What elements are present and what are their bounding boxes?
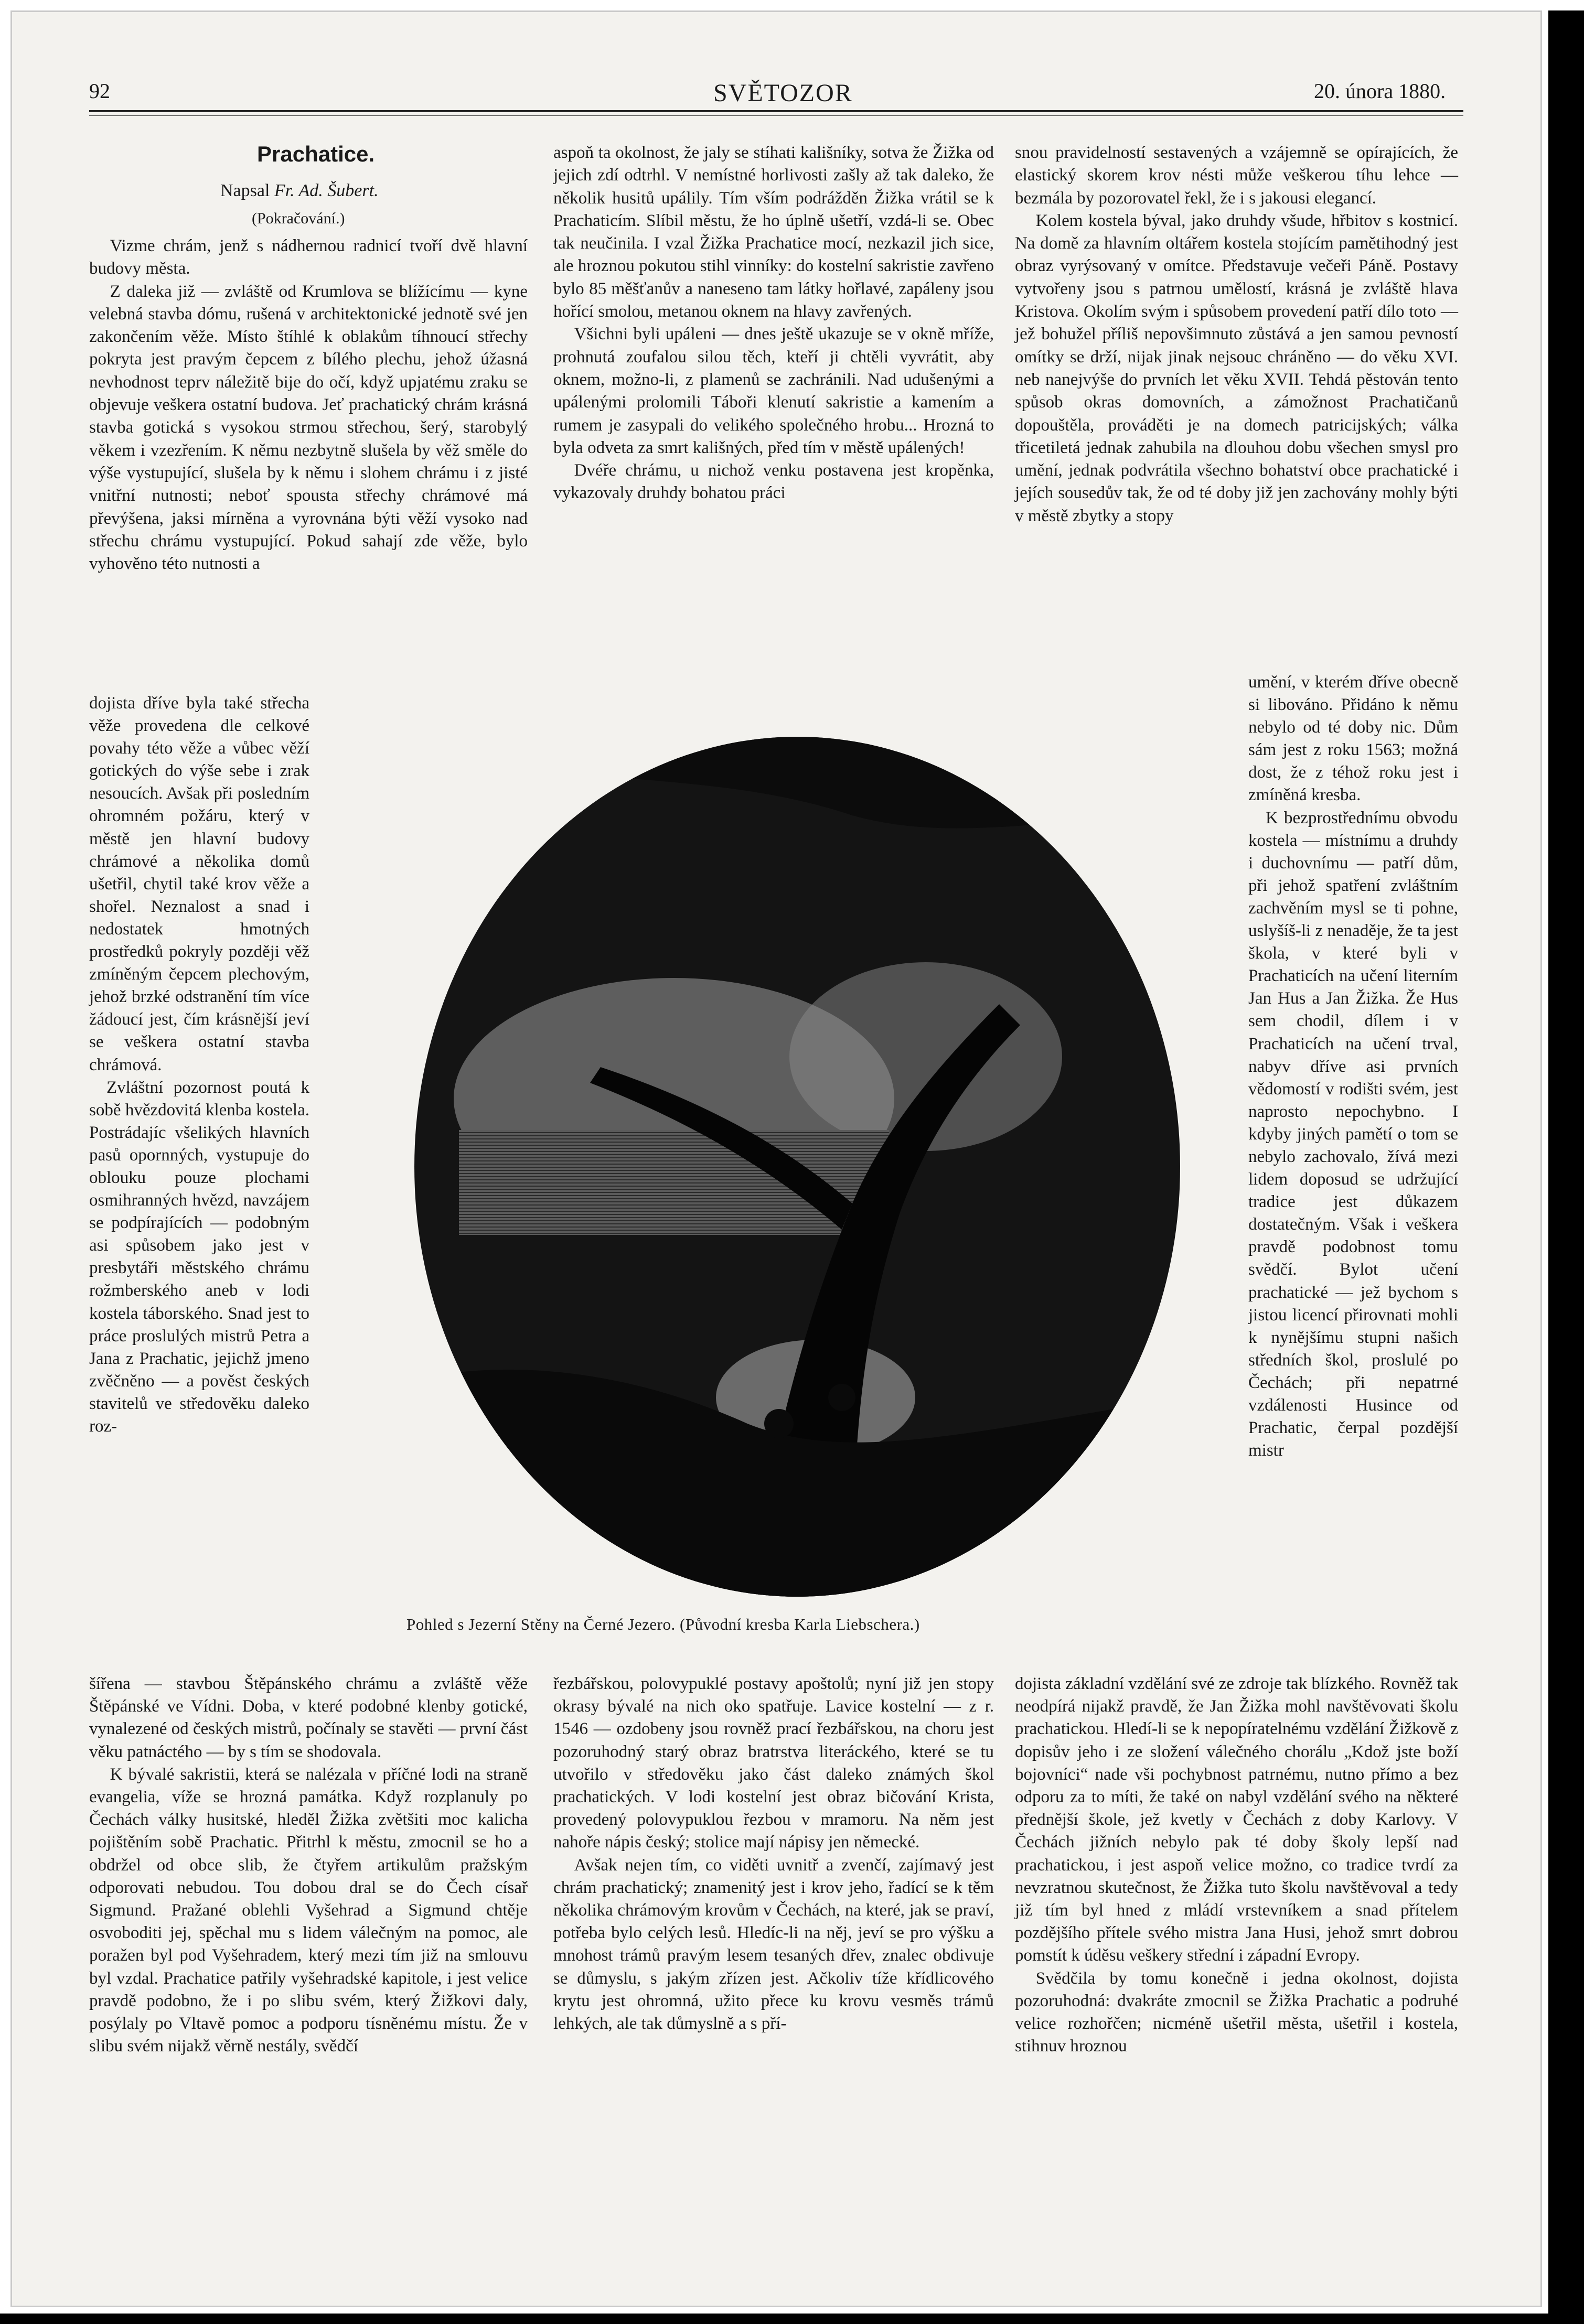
lake-forest-illustration xyxy=(380,731,1214,1628)
column-middle-bottom xyxy=(553,1673,994,2291)
paragraph: řezbářskou, polovypuklé postavy apoštolů; nyní již jen stopy okrasy bývalé na nich oko spatřuje. Lavice kostelní — z r. 1546 — ozdobeny jsou rovněž prací řezbářskou, na choru jest pozoruhodný starý obraz bratrstva literáckého, které se tu utvořilo v středověku jako část daleko známých škol prachatických. V lodi kostelní jest obraz bičování Krista, provedený polovypuklou řezbou v mramoru. Na něm jest nahoře nápis český; stolice mají nápisy jen německé. xyxy=(553,1674,994,1852)
author-name: Fr. Ad. Šubert. xyxy=(274,181,379,200)
paragraph: Zvláštní pozornost poutá k sobě hvězdovitá klenba kostela. Postrádajíc všelikých hlavních pasů opornných, vystupuje do oblouku pouze plochami osmihranných hvězd, navzájem se podpírajících — podobným asi spůsobem jako jest v presbytáři městského chrámu rožmberského aneb v lodi kostela táborského. Snad jest to práce proslulých mistrů Petra a Jana z Prachatic, jejichž jmeno zvěčněno — a pověst českých stavitelů ve středověku daleko roz- xyxy=(89,1078,309,1436)
paragraph: K bezprostřednímu obvodu kostela — místnímu a druhdy i duchovnímu — patří dům, při jehož spatření zvláštním zachvěním mysl se ti pohne, uslyšíš-li z nenaděje, že ta jest škola, v které byli v Prachaticích na učení literním Jan Hus a Jan Žižka. Že Hus sem chodil, dílem i v Prachaticích na učení trval, nabyv dříve asi prvních vědomostí v rodišti svém, jest naprosto nepochybno. I kdyby jiných pamětí o tom se nebylo zachovalo, žívá mezi lidem doposud se udržující tradice jest důkazem dostatečným. Však i veškera pravdě podobnost tomu svědčí. Bylot učení prachatické — jež bychom s jistou licencí přirovnati mohli k nynějšímu stupni našich středních škol, proslulé po Čechách; při nepatrné vzdálenosti Husince od Prachatic, čerpal pozdější mistr xyxy=(1248,808,1458,1460)
column-middle-top xyxy=(553,142,994,666)
issue-date: 20. února 1880. xyxy=(1314,79,1446,103)
scan-border-bottom xyxy=(0,2314,1584,2324)
paragraph: Kolem kostela býval, jako druhdy všude, hřbitov s kostnicí. Na domě za hlavním oltářem kostela stojícím pamětihodný jest obraz vyrýsovaný v omítce. Představuje večeři Páně. Postavy vytvořeny jsou s patrnou umělostí, krásná je zvláště hlava Kristova. Okolím svým i spůsobem provedení patří dílo toto — jež bohužel příliš nepovšimnuto zůstává a jen samou pevností omítky se drží, nijak jinak nejsouc chráněno — do věku XVI. neb nanejvýše do prvních let věku XVII. Tehdá pěstován tento spůsob okras domovních, a zámožnost Prachatičanů dopouštěla, prováděti je na domech patricijských; válka třicetiletá jednak zahubila na dlouhou dobu všechen smysl pro umění, jednak podvrátila všechno bohatství obce prachatické i jejích sousedův tak, že od té doby již jen zachovány mohly býti v městě zbytky a stopy xyxy=(1015,211,1458,525)
paragraph: dojista základní vzdělání své ze zdroje tak blízkého. Rovněž tak neodpírá nijakž pravdě, že Jan Žižka mohl navštěvovati školu prachatickou. Hledí-li se k nepopíratelnému vzdělání Žižkově z dopisův jeho i ze složení válečného chorálu „Kdož jste boží bojovníci“ nade vši pochybnost patrnému, nutno přímo a bez odporu za to míti, že také on nabyl vzdělání svého na některé přednější škole, jež kvetly v Čechách z doby Karlovy. V Čechách jižních nebylo pak té doby školy lepší nad prachatickou, i jest aspoň velice možno, co tradice tvrdí za nevzratnou skutečnost, že Žižka tuto školu navštěvoval a tedy již tím byl hned z mládí vrstevníkem a snad přítelem pozdějšího přítele svého mistra Jana Husi, jehož smrt dobrou pomstít k úděsu veškery střední i západní Evropy. xyxy=(1015,1674,1458,1965)
paragraph: šířena — stavbou Štěpánského chrámu a zvláště věže Štěpánské ve Vídni. Doba, v které podobné klenby gotické, vynalezené od českých mistrů, počínaly se stavěti — první část věku patnáctého — by s tím se shodovala. xyxy=(89,1674,528,1761)
masthead-title: SVĚTOZOR xyxy=(713,79,853,107)
paragraph: Z daleka již — zvláště od Krumlova se blížícímu — kyne velebná stavba dómu, rušená v architektonické jednotě své jen zakončením věže. Místo štíhlé k oblakům tíhnoucí střechy pokryta jest pravým čepcem z bílého plechu, jehož úžasná nevhodnost teprv náležitě bije do očí, když upjatému zraku se objevuje veškera ostatní budova. Jeť prachatický chrám krásná stavba gotická s vysokou strmou střechou, šerý, starobylý věkem i vzezřením. K němu nezbytně slušela by věž směle do výše vystupující, slušela by k němu i slohem chrámu i z jisté vnitřní nutnosti; neboť spousta střechy chrámové má převýšena, jaksi mírněna a vyrovnána býti věží vysoko nad střechu chrámu vystupující. Pokud sahají zde věže, bylo vyhověno této nutnosti a xyxy=(89,282,528,574)
column-left-bottom xyxy=(89,1673,528,2291)
header-rule xyxy=(89,110,1463,112)
paragraph: Všichni byli upáleni — dnes ještě ukazuje se v okně mříže, prohnutá zoufalou silou těch, kteří ji chtěli vyvrátit, aby oknem, možno-li, z plamenů se zachránili. Nad udušenými a upálenými prolomili Táboři klenutí sakristie a kamením a rumem je zasypali do velikého společného hrobu... Hrozná to byla odveta za smrt kališných, před tím v městě upálených! xyxy=(553,325,994,457)
paragraph: Vizme chrám, jenž s nádhernou radnicí tvoří dvě hlavní budovy města. xyxy=(89,236,528,278)
byline-prefix: Napsal xyxy=(220,181,270,200)
paragraph: K bývalé sakristii, která se nalézala v příčné lodi na straně evangelia, víže se hrozná památka. Když rozplanuly po Čechách války husitské, hleděl Žižka zvětšiti moc kalicha pojištěním sobě Prachatic. Přitrhl k městu, zmocnil se ho a obdržel od obce slib, že čtyřem artikulům pražským odporovati nebudou. Tou dobou dral se do Čech císař Sigmund. Pražané oblehli Vyšehrad a Sigmund chtěje osvoboditi jej, spěchal mu s lidem válečným na pomoc, ale poražen byl pod Vyšehradem, který mezi tím již na smlouvu byl vzdal. Prachatice patřily vyšehradské kapitole, i jest velice pravdě podobno, že i po slibu svém, který Žižkovi daly, posýlaly po Vltavě pomoc a podporu tísněnému místu. Že v slibu svém nijakž věrně nestály, svědčí xyxy=(89,1764,528,2056)
column-right-bottom xyxy=(1015,1673,1458,2291)
column-left-wrap xyxy=(89,692,309,1667)
paragraph: umění, v kterém dříve obecně si libováno. Přidáno k němu nebylo od té doby nic. Dům sám jest z roku 1563; možná dost, že z téhož roku jest i zmíněná kresba. xyxy=(1248,673,1458,805)
illustration-caption: Pohled s Jezerní Stěny na Černé Jezero. (Původní kresba Karla Liebschera.) xyxy=(406,1615,920,1633)
paragraph: Avšak nejen tím, co viděti uvnitř a zvenčí, zajímavý jest chrám prachatický; znamenitý jest i krov jeho, řadící se k těm několika chrámovým krovům v Čechách, na které, jak se praví, potřeba bylo celých lesů. Hledíc-li na něj, jeví se pro výšku a mnohost trámů pravým lesem tesaných dřev, znalec obdivuje se důmyslu, s jakým zřízen jest. Ačkoliv tíže křídlicového krytu jest ohromná, užito přece ku krovu vesměs trámů lehkých, ale tak důmyslně a s pří- xyxy=(553,1855,994,2034)
paragraph: aspoň ta okolnost, že jaly se stíhati kališníky, sotva že Žižka od jejich zdí odtrhl. V nemístné horlivosti zašly až tak daleko, že několik husitů upálily. Tím vším podrážděn Žižka vrátil se k Prachaticím. Slíbil městu, že ho úplně ušetří, vzdá-li se. Obec tak neučinila. I vzal Žižka Prachatice mocí, nezkazil jich sice, ale hroznou pokutou stihl vinníky: do kostelní sakristie zavřeno bylo 85 měšťanův a naneseno tam látky hořlavé, zapáleny jsou hořící smolou, metanou oknem na hlavy zavřených. xyxy=(553,143,994,321)
scan-border xyxy=(1548,10,1584,2324)
article-title: Prachatice. xyxy=(257,142,375,166)
continued-note: (Pokračování.) xyxy=(252,210,345,227)
article-byline xyxy=(220,181,379,201)
paragraph: Dvéře chrámu, u nichož venku postavena jest kropěnka, vykazovaly druhdy bohatou práci xyxy=(553,461,994,503)
column-right-top xyxy=(1015,142,1458,666)
page-number: 92 xyxy=(89,79,110,103)
paragraph: dojista dříve byla také střecha věže provedena dle celkové povahy této věže a vůbec věží gotických do výše sebe i zrak nesoucích. Avšak při posledním ohromném požáru, který v městě jen hlavní budovy chrámové a několika domů ušetřil, chytil také krov věže a shořel. Neznalost a snad i nedostatek hmotných prostředků pokryly později věž zmíněným čepcem plechovým, jehož brzké odstranění tím více žádoucí jest, čím krásnější jeví se veškera ostatní stavba chrámová. xyxy=(89,694,309,1074)
paragraph: snou pravidelností sestavených a vzájemně se opírajících, že elastický skorem krov nésti může veškerou tíhu lehce — bezmála by pozorovatel řekl, že i s jakousi elegancí. xyxy=(1015,143,1458,208)
header-rule-thin xyxy=(89,115,1463,116)
paragraph: Svědčila by tomu konečně i jedna okolnost, dojista pozoruhodná: dvakráte zmocnil se Žižka Prachatic a podruhé velice rozhořčen; nicméně ušetřil města, ušetřil i kostela, stihnuv hroznou xyxy=(1015,1968,1458,2056)
column-right-wrap xyxy=(1248,671,1458,1657)
